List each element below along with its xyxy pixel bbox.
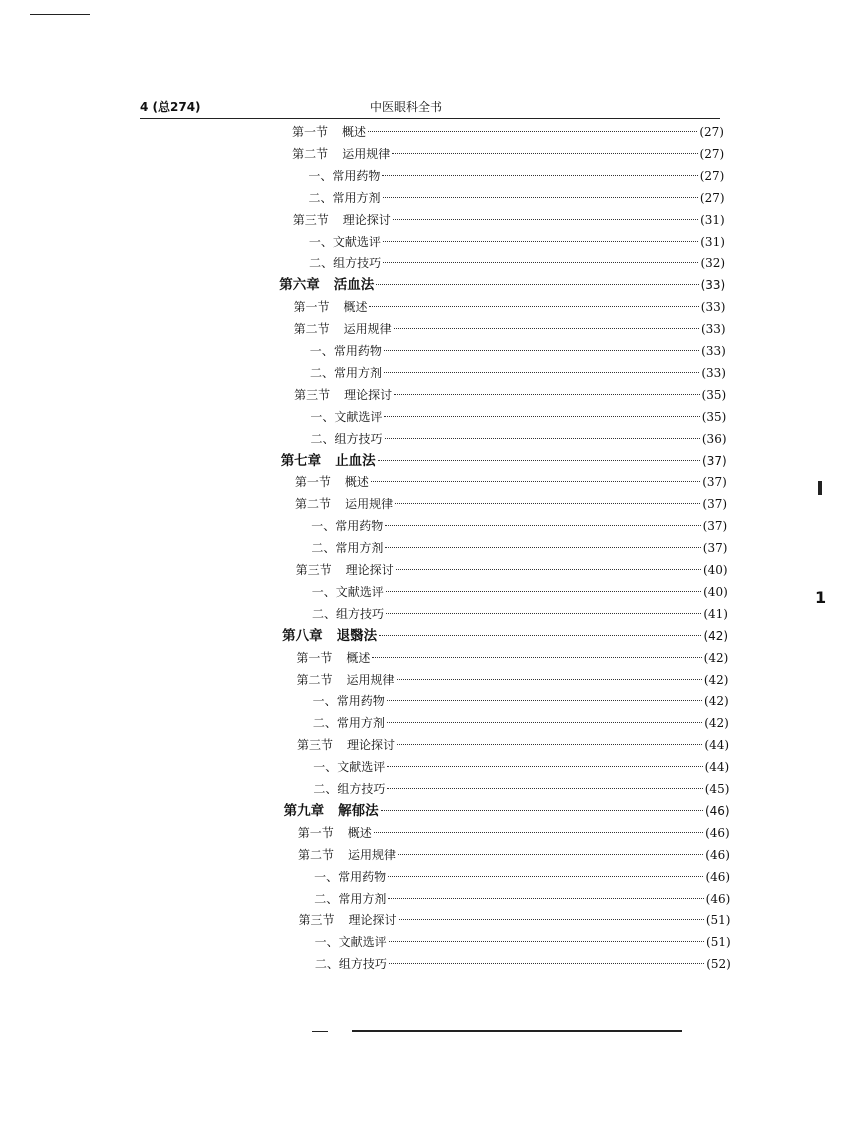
toc-entry-text: 常用药物 xyxy=(333,344,382,358)
toc-entry-label: 二、 xyxy=(311,606,336,621)
toc-entry-label: 第一节 xyxy=(297,825,334,840)
toc-entry-page: (46) xyxy=(705,847,730,862)
toc-entry-page: (27) xyxy=(699,146,725,161)
dot-leader xyxy=(374,832,703,833)
dot-leader xyxy=(396,569,701,570)
toc-entry-label: 二、 xyxy=(311,541,336,556)
toc-entry-label: 第三节 xyxy=(292,212,329,227)
toc-entry xyxy=(312,582,728,603)
toc-entry-text: 组方技巧 xyxy=(337,782,386,796)
toc-entry-title xyxy=(308,166,380,187)
toc-entry-title xyxy=(312,582,384,603)
toc-entry-text: 组方技巧 xyxy=(335,606,384,621)
toc-entry-label: 一、 xyxy=(310,409,335,424)
toc-entry-text: 组方技巧 xyxy=(338,957,387,972)
toc-entry xyxy=(297,670,729,691)
toc-entry xyxy=(296,560,728,581)
dot-leader xyxy=(384,372,699,373)
dot-leader xyxy=(389,941,704,942)
toc-entry xyxy=(311,516,727,537)
dot-leader xyxy=(397,744,702,745)
toc-entry-page: (37) xyxy=(702,497,728,512)
dot-leader xyxy=(387,788,702,789)
toc-entry-title xyxy=(297,735,395,756)
toc-entry-label: 一、 xyxy=(308,168,333,183)
toc-entry-text: 止血法 xyxy=(335,452,376,469)
toc-entry-page: (42) xyxy=(703,650,729,665)
toc-entry-label: 第一节 xyxy=(294,475,331,490)
toc-entry-title xyxy=(281,451,376,472)
toc-entry-label: 第二节 xyxy=(297,847,334,862)
dot-leader xyxy=(394,328,699,329)
toc-entry-page: (41) xyxy=(703,606,728,621)
toc-entry-title xyxy=(314,867,386,888)
toc-entry-page: (27) xyxy=(699,190,725,205)
toc-entry-text: 文献选评 xyxy=(338,935,387,950)
dot-leader xyxy=(371,481,700,482)
toc-entry-page: (33) xyxy=(700,322,726,337)
toc-entry-title xyxy=(292,122,366,143)
dot-leader xyxy=(385,438,700,439)
toc-entry-title xyxy=(298,823,372,844)
toc-entry-text: 运用规律 xyxy=(346,672,395,687)
dot-leader xyxy=(394,394,699,395)
toc-entry xyxy=(279,275,725,296)
page-number: 4 (总274) xyxy=(140,100,201,114)
toc-entry-label: 第三节 xyxy=(297,738,334,753)
toc-entry-title xyxy=(284,801,379,822)
toc-entry xyxy=(313,713,729,734)
toc-entry-label: 第九章 xyxy=(283,802,325,819)
toc-entry-page: (46) xyxy=(705,869,731,884)
toc-entry-page: (37) xyxy=(702,453,727,468)
toc-entry-page: (31) xyxy=(700,234,725,249)
toc-entry-title xyxy=(296,560,394,581)
dot-leader xyxy=(389,963,704,964)
dot-leader xyxy=(387,766,702,767)
dot-leader xyxy=(385,525,700,526)
toc-entry-title xyxy=(313,691,385,712)
toc-entry-label: 一、 xyxy=(314,869,339,884)
toc-entry-title xyxy=(296,648,370,669)
toc-entry xyxy=(298,845,730,866)
toc-entry-text: 理论探讨 xyxy=(347,738,396,753)
toc-entry-title xyxy=(279,275,374,296)
toc-entry-label: 第七章 xyxy=(280,452,322,469)
toc-entry-text: 概述 xyxy=(346,650,371,665)
toc-entry-text: 常用方剂 xyxy=(336,716,385,731)
dot-leader xyxy=(386,613,701,614)
toc-entry xyxy=(281,451,727,472)
toc-entry-text: 理论探讨 xyxy=(345,563,394,577)
dot-leader xyxy=(384,350,699,351)
dot-leader xyxy=(372,657,701,658)
toc-entry-text: 常用方剂 xyxy=(333,365,382,380)
dot-leader xyxy=(383,262,698,263)
toc-entry xyxy=(312,604,728,625)
toc-entry-text: 常用方剂 xyxy=(332,190,381,205)
bottom-rule xyxy=(352,1030,682,1032)
toc-entry xyxy=(297,735,729,756)
toc-entry xyxy=(294,385,726,406)
toc-entry-title xyxy=(312,604,384,625)
toc-entry-title xyxy=(313,757,385,778)
toc-entry-label: 第二节 xyxy=(295,497,332,512)
toc-entry xyxy=(298,823,730,844)
toc-entry-label: 一、 xyxy=(314,935,339,950)
toc-entry-text: 概述 xyxy=(342,125,367,139)
toc-entry-text: 理论探讨 xyxy=(344,387,393,402)
toc-entry xyxy=(311,538,727,559)
toc-entry-label: 二、 xyxy=(312,716,337,731)
toc-entry-page: (27) xyxy=(699,168,725,183)
toc-entry-label: 第三节 xyxy=(294,387,331,402)
running-title: 中医眼科全书 xyxy=(370,100,443,114)
dot-leader xyxy=(399,919,704,920)
toc-entry-label: 二、 xyxy=(314,891,339,906)
toc-entry-title xyxy=(293,297,367,318)
toc-entry xyxy=(313,779,729,800)
toc-entry-title xyxy=(298,845,396,866)
toc-entry xyxy=(313,757,729,778)
toc-entry-title xyxy=(295,494,393,515)
toc-entry-page: (42) xyxy=(703,672,729,687)
toc-entry-text: 文献选评 xyxy=(335,584,384,599)
dot-leader xyxy=(383,241,698,242)
page-header xyxy=(140,98,720,119)
toc-entry-page: (33) xyxy=(701,365,726,380)
dot-leader xyxy=(376,284,698,285)
dot-leader xyxy=(368,131,697,132)
toc-entry xyxy=(310,341,726,362)
dot-leader xyxy=(382,175,697,176)
toc-entry-label: 第二节 xyxy=(293,322,330,337)
dot-leader xyxy=(385,547,700,548)
toc-entry-title xyxy=(310,363,382,384)
toc-entry-label: 二、 xyxy=(308,190,333,205)
toc-entry xyxy=(314,889,730,910)
toc-entry-text: 常用药物 xyxy=(338,869,387,884)
toc-entry-title xyxy=(310,407,382,428)
toc-entry-title xyxy=(311,429,383,450)
toc-entry-page: (46) xyxy=(705,825,730,840)
dot-leader xyxy=(384,416,699,417)
toc-entry-title xyxy=(282,626,377,647)
toc-entry xyxy=(284,801,730,822)
toc-entry-text: 概述 xyxy=(344,475,369,490)
toc-entry-title xyxy=(294,385,392,406)
toc-entry-page: (32) xyxy=(700,256,726,271)
toc-entry-text: 常用药物 xyxy=(336,694,385,709)
toc-entry xyxy=(298,910,730,931)
toc-entry-title xyxy=(309,232,381,253)
toc-entry-text: 活血法 xyxy=(333,277,375,294)
toc-entry-title xyxy=(311,538,383,559)
dot-leader xyxy=(369,306,698,307)
toc-entry xyxy=(294,319,726,340)
dot-leader xyxy=(387,700,702,701)
toc-entry-page: (36) xyxy=(701,431,727,446)
toc-entry xyxy=(292,144,724,165)
toc-entry-text: 运用规律 xyxy=(343,322,392,337)
dot-leader xyxy=(393,219,698,220)
toc-entry xyxy=(309,232,725,253)
toc-entry xyxy=(295,472,727,493)
toc-entry-page: (51) xyxy=(705,913,731,928)
toc-entry-label: 第六章 xyxy=(279,277,320,294)
toc-entry-page: (37) xyxy=(702,519,728,534)
toc-entry-text: 解郁法 xyxy=(338,802,379,819)
scan-mark-right xyxy=(818,481,822,495)
dot-leader xyxy=(386,591,701,592)
toc-entry-page: (42) xyxy=(703,628,729,643)
toc-entry-text: 概述 xyxy=(343,300,368,315)
toc-entry xyxy=(314,867,730,888)
dot-leader xyxy=(378,460,700,461)
toc-entry-label: 第二节 xyxy=(292,146,329,161)
toc-entry-text: 运用规律 xyxy=(342,146,391,161)
toc-entry-label: 一、 xyxy=(312,694,337,709)
dot-leader xyxy=(383,197,698,198)
toc-entry-label: 二、 xyxy=(309,256,334,271)
toc-entry-text: 文献选评 xyxy=(334,409,383,424)
dot-leader xyxy=(397,679,702,680)
toc-entry-page: (45) xyxy=(704,782,730,796)
toc-entry-page: (46) xyxy=(705,891,731,906)
toc-entry-page: (37) xyxy=(702,541,728,556)
toc-entry-text: 文献选评 xyxy=(337,760,386,775)
toc-entry-page: (40) xyxy=(702,563,728,577)
toc-entry-text: 组方技巧 xyxy=(333,256,382,271)
toc-entry-label: 第二节 xyxy=(296,672,333,687)
toc-entry-title xyxy=(298,910,396,931)
dot-leader xyxy=(388,898,703,899)
toc-entry-page: (27) xyxy=(699,125,724,139)
toc-entry-title xyxy=(311,516,383,537)
toc-entry xyxy=(296,648,728,669)
toc-entry xyxy=(315,932,731,953)
toc-entry-text: 理论探讨 xyxy=(348,913,397,928)
toc-entry-page: (35) xyxy=(701,387,727,402)
toc-entry-text: 常用药物 xyxy=(335,519,384,534)
toc-entry-page: (37) xyxy=(702,475,727,490)
toc-entry-text: 理论探讨 xyxy=(342,212,391,227)
toc-entry-page: (33) xyxy=(700,278,726,293)
toc-entry-text: 常用药物 xyxy=(332,168,381,183)
toc-entry-label: 第一节 xyxy=(292,125,329,139)
toc-entry-label: 二、 xyxy=(309,365,334,380)
dot-leader xyxy=(395,503,700,504)
toc-entry-label: 第八章 xyxy=(282,627,323,644)
toc-entry xyxy=(295,494,727,515)
toc-entry-page: (42) xyxy=(704,716,729,731)
toc-entry-text: 运用规律 xyxy=(347,847,396,862)
toc-entry-label: 二、 xyxy=(310,431,335,446)
toc-entry-label: 第一节 xyxy=(293,300,330,315)
toc-entry-label: 二、 xyxy=(314,957,339,972)
toc-entry-page: (33) xyxy=(701,344,726,358)
toc-entry xyxy=(313,691,729,712)
toc-entry-label: 一、 xyxy=(311,584,336,599)
toc-entry-title xyxy=(313,713,385,734)
toc-entry-page: (51) xyxy=(706,935,731,950)
dot-leader xyxy=(381,810,703,811)
toc-entry-label: 第三节 xyxy=(295,563,332,577)
toc-entry-title xyxy=(293,210,391,231)
toc-entry-title xyxy=(310,341,382,362)
toc-entry-page: (35) xyxy=(701,409,727,424)
toc-entry-label: 第一节 xyxy=(296,650,333,665)
toc-entry xyxy=(282,626,728,647)
toc-entry-text: 概述 xyxy=(347,825,372,840)
toc-entry-text: 退翳法 xyxy=(336,627,378,644)
toc-entry-page: (44) xyxy=(704,760,730,775)
toc-entry xyxy=(309,188,725,209)
toc-entry xyxy=(309,253,725,274)
dot-leader xyxy=(398,854,703,855)
toc-entry xyxy=(310,363,726,384)
toc-entry-title xyxy=(315,954,387,975)
dot-leader xyxy=(388,876,703,877)
toc-entry-label: 一、 xyxy=(313,760,338,775)
dot-leader xyxy=(379,635,701,636)
dot-leader xyxy=(387,722,702,723)
toc-entry xyxy=(292,122,724,143)
toc-entry-title xyxy=(309,188,381,209)
toc-entry xyxy=(315,954,731,975)
margin-glyph: 1 xyxy=(815,588,827,607)
toc-entry-text: 组方技巧 xyxy=(334,431,383,446)
toc-entry xyxy=(311,429,727,450)
toc-entry xyxy=(308,166,724,187)
bottom-rule-short xyxy=(312,1031,328,1032)
toc-entry-label: 二、 xyxy=(313,782,338,796)
toc-entry-title xyxy=(292,144,390,165)
toc-entry-label: 一、 xyxy=(311,519,336,534)
toc-entry-page: (42) xyxy=(704,694,729,709)
toc-entry-title xyxy=(314,889,386,910)
toc-entry-title xyxy=(294,319,392,340)
toc-entry-page: (44) xyxy=(704,738,730,753)
toc-entry-title xyxy=(309,253,381,274)
toc-entry xyxy=(310,407,726,428)
toc-entry-label: 一、 xyxy=(309,344,334,358)
toc-entry-text: 常用方剂 xyxy=(338,891,387,906)
toc-entry-text: 常用方剂 xyxy=(335,541,384,556)
toc-entry-title xyxy=(315,932,387,953)
toc-entry-page: (31) xyxy=(700,212,725,227)
toc-entry-page: (52) xyxy=(706,957,731,972)
toc-entry-title xyxy=(297,670,395,691)
toc-entry-text: 运用规律 xyxy=(345,497,394,512)
toc-entry-page: (40) xyxy=(703,584,728,599)
toc-entry-text: 文献选评 xyxy=(332,234,381,249)
toc-entry-title xyxy=(295,472,369,493)
scan-mark-top xyxy=(30,14,90,15)
toc-entry-label: 第三节 xyxy=(298,913,335,928)
toc-entry xyxy=(293,210,725,231)
toc-entry-label: 一、 xyxy=(308,234,333,249)
toc-entry-page: (46) xyxy=(704,803,730,818)
toc-entry-page: (33) xyxy=(700,300,726,315)
dot-leader xyxy=(392,153,697,154)
toc-entry-title xyxy=(313,779,385,800)
toc-entry xyxy=(293,297,725,318)
